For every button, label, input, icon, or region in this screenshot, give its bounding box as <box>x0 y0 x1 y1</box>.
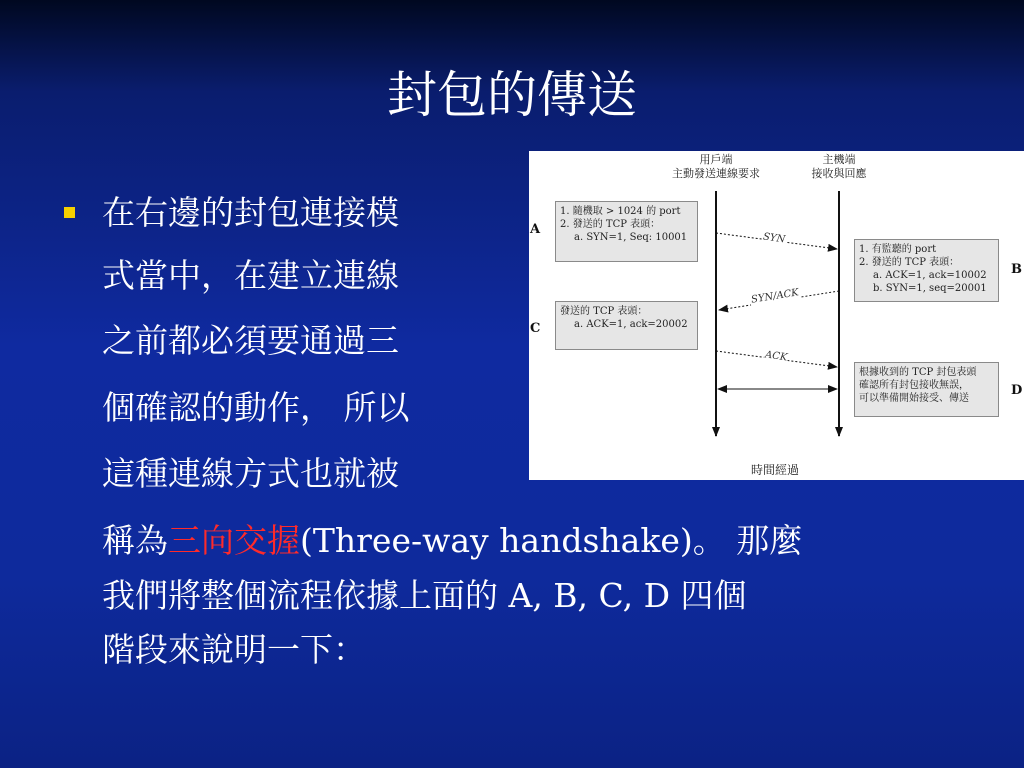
stage-a-line-3: a. SYN=1, Seq: 10001 <box>574 232 688 243</box>
client-header <box>666 153 766 181</box>
stage-a-letter: A <box>530 222 541 237</box>
stage-d-line-1: 根據收到的 TCP 封包表頭 <box>859 367 977 378</box>
stage-d-line-3: 可以準備開始接受、傳送 <box>859 393 969 404</box>
bullet-line-6-prefix: 稱為 <box>102 521 168 560</box>
stage-b-line-3: a. ACK=1, ack=10002 <box>873 270 987 281</box>
stage-d-line-2: 確認所有封包接收無誤， <box>859 380 969 391</box>
bullet-line-7: 我們將整個流程依據上面的 A, B, C, D 四個 <box>102 576 747 615</box>
client-header-subtitle: 主動發送連線要求 <box>672 167 760 180</box>
handshake-diagram <box>529 151 1024 480</box>
client-header-title: 用戶端 <box>699 153 733 166</box>
ack-label: ACK <box>764 349 789 364</box>
bullet-line-3: 之前都必須要通過三 <box>102 321 399 360</box>
bullet-line-1: 在右邊的封包連接模 <box>102 193 399 232</box>
bullet-line-6-suffix: (Three-way handshake)。 那麼 <box>300 521 803 560</box>
stage-c-box <box>555 301 698 350</box>
stage-b-line-2: 2. 發送的 TCP 表頭： <box>859 257 960 268</box>
synack-label: SYN/ACK <box>750 287 800 306</box>
server-header-subtitle: 接收與回應 <box>811 167 867 180</box>
bullet-line-8: 階段來說明一下： <box>102 630 366 669</box>
slide-title: 封包的傳送 <box>387 66 637 124</box>
stage-c-line-1: 發送的 TCP 表頭： <box>560 306 648 317</box>
bullet-line-4: 個確認的動作， 所以 <box>102 388 410 427</box>
stage-b-line-4: b. SYN=1, seq=20001 <box>873 283 987 294</box>
stage-a-line-2: 2. 發送的 TCP 表頭： <box>560 219 661 230</box>
stage-a-line-1: 1. 隨機取 > 1024 的 port <box>560 206 681 217</box>
stage-c-letter: C <box>530 321 541 336</box>
stage-d-box <box>854 362 999 417</box>
bullet-line-6 <box>102 519 802 563</box>
stage-d-letter: D <box>1011 383 1023 398</box>
stage-b-letter: B <box>1011 262 1022 277</box>
stage-c-line-2: a. ACK=1, ack=20002 <box>574 319 688 330</box>
three-way-handshake-highlight: 三向交握 <box>168 521 300 560</box>
stage-b-line-1: 1. 有監聽的 port <box>859 244 937 255</box>
server-header <box>789 153 889 181</box>
stage-a-box <box>555 201 698 262</box>
time-elapsed-label: 時間經過 <box>751 463 800 477</box>
server-header-title: 主機端 <box>822 153 856 166</box>
bullet-line-2: 式當中，在建立連線 <box>102 256 399 295</box>
stage-b-box <box>854 239 999 302</box>
bullet-marker <box>64 207 75 218</box>
bullet-line-5: 這種連線方式也就被 <box>102 454 399 493</box>
syn-label: SYN <box>762 231 786 246</box>
